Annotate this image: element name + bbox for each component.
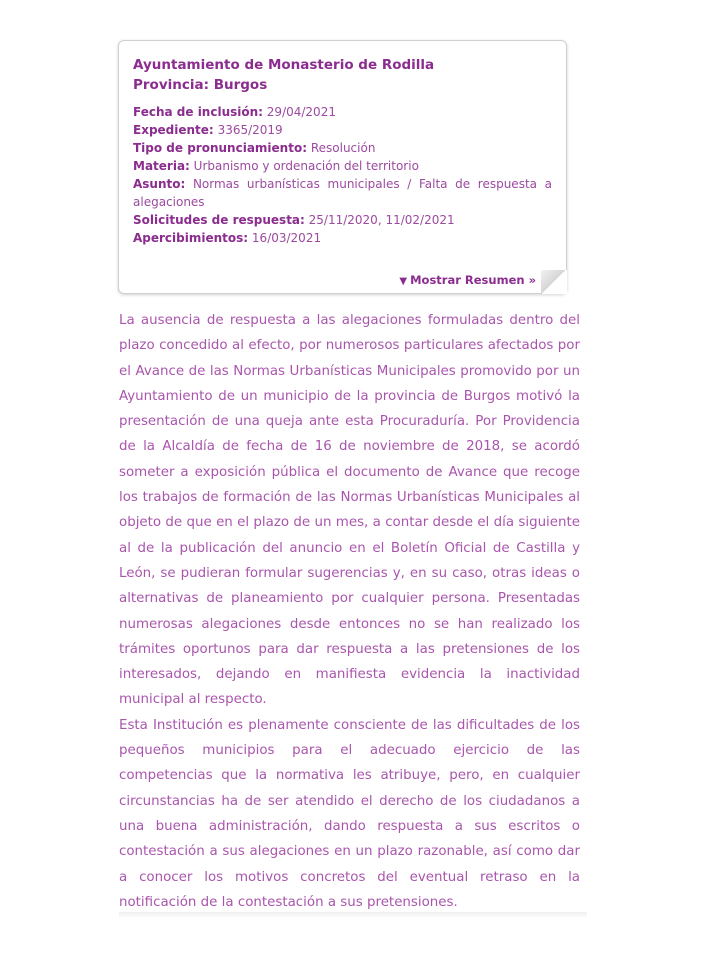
field-label: Solicitudes de respuesta: (133, 213, 305, 227)
field-materia (133, 157, 552, 175)
field-label: Tipo de pronunciamiento: (133, 141, 307, 155)
field-label: Asunto: (133, 177, 186, 191)
resolution-card (118, 40, 567, 294)
card-fields (133, 103, 552, 247)
field-value: 16/03/2021 (251, 231, 322, 245)
field-label: Fecha de inclusión: (133, 105, 263, 119)
summary-text (119, 308, 580, 914)
bottom-fade-divider (119, 912, 587, 918)
field-label: Apercibimientos: (133, 231, 249, 245)
municipality-title: Ayuntamiento de Monasterio de Rodilla (133, 57, 435, 73)
field-label: Materia: (133, 159, 190, 173)
summary-paragraph-2: Esta Institución es plenamente consciente de las dificultades de los pequeños municipios para el adecuado ejercicio de las competencias que la normativa les atribuye, pero, en cualquier circunstancias ha de ser atendido el derecho de los ciudadanos a una buena administración, dando respuesta a sus escritos o contestación a sus alegaciones en un plazo razonable, así como dar a conocer los motivos concretos del eventual retraso en la notificación de la contestación a sus pretensiones. (119, 717, 580, 910)
province-title: Provincia: Burgos (133, 77, 268, 93)
field-tipo-pronunciamiento (133, 139, 552, 157)
page-curl-decoration (541, 270, 567, 294)
field-label: Expediente: (133, 123, 214, 137)
triangle-down-icon: ▼ (399, 276, 408, 287)
show-summary-toggle[interactable] (399, 273, 536, 287)
field-fecha-inclusion (133, 103, 552, 121)
show-summary-label: Mostrar Resumen » (410, 273, 536, 287)
field-value: Urbanismo y ordenación del territorio (193, 159, 419, 173)
field-value: Resolución (310, 141, 376, 155)
field-value: 3365/2019 (217, 123, 283, 137)
field-solicitudes-respuesta (133, 211, 552, 229)
field-apercibimientos (133, 229, 552, 247)
field-value: Normas urbanísticas municipales / Falta de respuesta a alegaciones (133, 177, 552, 209)
field-value: 29/04/2021 (266, 105, 336, 119)
field-asunto (133, 175, 552, 211)
field-value: 25/11/2020, 11/02/2021 (308, 213, 455, 227)
summary-paragraph-1: La ausencia de respuesta a las alegaciones formuladas dentro del plazo concedido al efecto, por numerosos particulares afectados por el Avance de las Normas Urbanísticas Municipales promovido por un Ayuntamiento de un municipio de la provincia de Burgos motivó la presentación de una queja ante esta Procuraduría. Por Providencia de la Alcaldía de fecha de 16 de noviembre de 2018, se acordó someter a exposición pública el documento de Avance que recoge los trabajos de formación de las Normas Urbanísticas Municipales al objeto de que en el plazo de un mes, a contar desde el día siguiente al de la publicación del anuncio en el Boletín Oficial de Castilla y León, se pudieran formular sugerencias y, en su caso, otras ideas o alternativas de planeamiento por cualquier persona. Presentadas numerosas alegaciones desde entonces no se han realizado los trámites oportunos para dar respuesta a las pretensiones de los interesados, dejando en manifiesta evidencia la inactividad municipal al respecto. (119, 313, 580, 708)
field-expediente (133, 121, 552, 139)
